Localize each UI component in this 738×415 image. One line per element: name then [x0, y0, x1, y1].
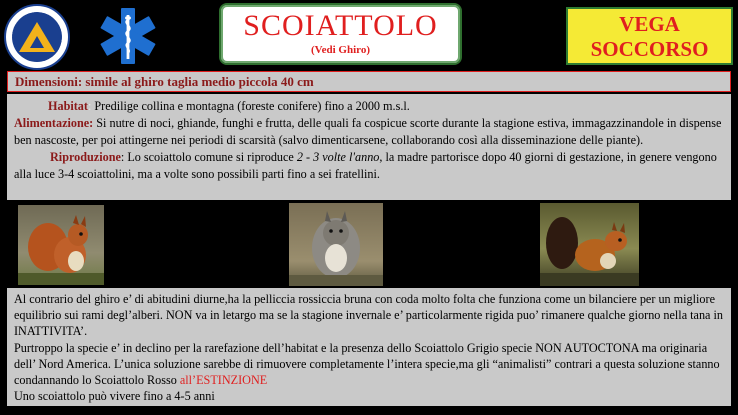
habitat-label: Habitat	[48, 99, 88, 113]
extinction-highlight: all’ESTINZIONE	[179, 373, 268, 388]
habitat-sep: :	[87, 99, 92, 113]
org-name-line1: VEGA	[619, 12, 680, 36]
description-panel	[7, 288, 731, 406]
page-title: SCOIATTOLO	[243, 9, 438, 42]
riproduzione-italic: 2 - 3 volte l'anno	[296, 150, 380, 164]
description-paragraph-2	[14, 340, 723, 389]
alimentazione-sep: :	[89, 116, 97, 130]
title-box	[219, 3, 462, 65]
protezione-civile-logo	[4, 4, 70, 70]
star-of-life-icon	[98, 6, 158, 66]
logo-ring-text: PROTEZIONE CIVILE LOMBARDIA VOLONTARIATO	[7, 7, 67, 66]
org-name-line2: SOCCORSO	[590, 37, 709, 61]
riproduzione-text-a: : Lo scoiattolo comune si riproduce	[120, 150, 297, 164]
page-subtitle: (Vedi Ghiro)	[311, 44, 370, 56]
riproduzione-text-b: , la madre partorisce dopo 40 giorni di gestazione, in genere vengono alla luce 3-4 scoiattolini, ma a volte sono possibili parti fino a sei fratellini.	[14, 150, 717, 181]
alimentazione-text: Si nutre di noci, ghiande, funghi e frutta, delle quali fa cospicue scorte durante la stagione estiva, immagazzinandole in dispense ben nascoste, per poi attingerne nei periodi di scarsità (salvo dimenticarsene, collaborando così alla disseminazione delle piante).	[14, 116, 722, 147]
alimentazione-paragraph	[14, 115, 723, 149]
dimensions-bar	[7, 71, 731, 92]
red-squirrel-photo-1	[18, 205, 104, 285]
svg-text:PROTEZIONE CIVILE LOMBARDIA VO	[8, 8, 66, 66]
info-panel	[7, 94, 731, 200]
red-squirrel-photo-3	[540, 203, 639, 286]
riproduzione-label: Riproduzione	[50, 150, 121, 164]
vega-soccorso-badge	[566, 7, 733, 65]
description-paragraph-3: Uno scoiattolo può vivere fino a 4-5 anni	[14, 389, 215, 404]
riproduzione-paragraph	[14, 149, 723, 183]
habitat-text: Predilige collina e montagna (foreste conifere) fino a 2000 m.s.l.	[91, 99, 410, 113]
habitat-line	[14, 98, 723, 115]
description-paragraph-1: Al contrario del ghiro e’ di abitudini diurne,ha la pelliccia rossiccia bruna con coda molto folta che funziona come un bilanciere per un migliore equilibrio sui rami degl’alberi. NON va in letargo ma se la stagione invernale e’ particolarmente rigida puo’ rimanere qualche giorno nella tana in INATTIVITA’.	[14, 292, 723, 339]
description-paragraph-2-text: Purtroppo la specie e’ in declino per la rarefazione dell’habitat e la presenza dello Scoiattolo Grigio specie NON AUTOCTONA ma originaria dell’ Nord America. L’unica soluzione sarebbe di rimuovere completamente l’intera specie,ma gli “animalisti” contrari a questa soluzione stanno condannando lo Scoiattolo Rosso	[14, 340, 720, 388]
alimentazione-label: Alimentazione	[14, 116, 90, 130]
dimensions-text: Dimensioni: simile al ghiro taglia medio piccola 40 cm	[15, 74, 314, 89]
grey-squirrel-photo-2	[289, 203, 383, 286]
